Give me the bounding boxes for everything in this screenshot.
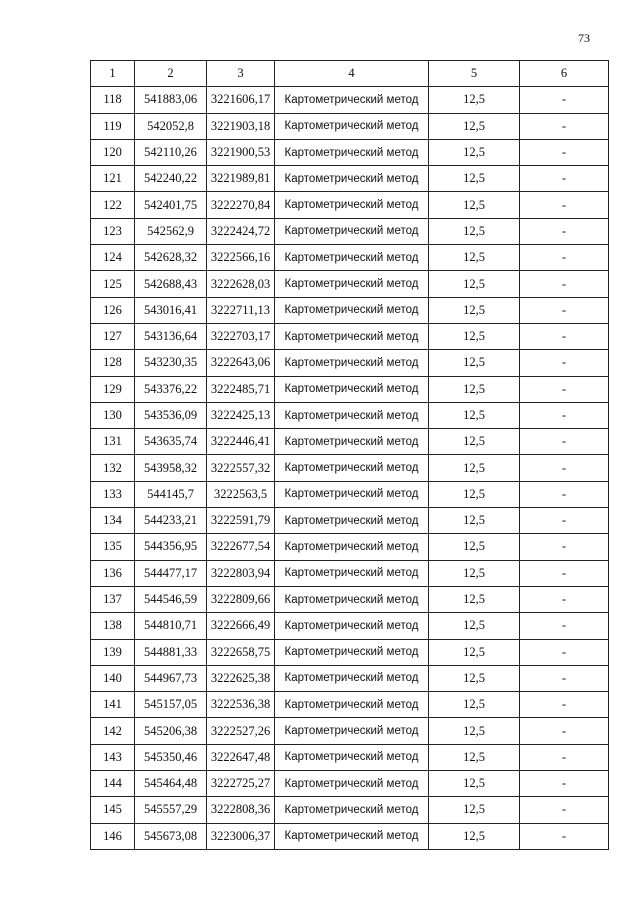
y-coordinate-cell: 3222563,5 (207, 481, 275, 507)
y-coordinate-cell: 3222557,32 (207, 455, 275, 481)
accuracy-cell: 12,5 (429, 297, 520, 323)
method-cell: Картометрический метод (275, 271, 429, 297)
accuracy-cell: 12,5 (429, 823, 520, 849)
accuracy-cell: 12,5 (429, 271, 520, 297)
note-cell: - (520, 323, 609, 349)
y-coordinate-cell: 3222566,16 (207, 245, 275, 271)
accuracy-cell: 12,5 (429, 192, 520, 218)
y-coordinate-cell: 3222647,48 (207, 744, 275, 770)
x-coordinate-cell: 543230,35 (135, 350, 207, 376)
note-cell: - (520, 271, 609, 297)
y-coordinate-cell: 3222628,03 (207, 271, 275, 297)
table-row (91, 297, 609, 323)
x-coordinate-cell: 543136,64 (135, 323, 207, 349)
note-cell: - (520, 402, 609, 428)
column-header: 6 (520, 61, 609, 87)
point-number-cell: 125 (91, 271, 135, 297)
x-coordinate-cell: 542110,26 (135, 139, 207, 165)
method-cell: Картометрический метод (275, 771, 429, 797)
method-cell: Картометрический метод (275, 455, 429, 481)
column-header: 2 (135, 61, 207, 87)
y-coordinate-cell: 3222536,38 (207, 692, 275, 718)
accuracy-cell: 12,5 (429, 402, 520, 428)
x-coordinate-cell: 544967,73 (135, 665, 207, 691)
x-coordinate-cell: 542052,8 (135, 113, 207, 139)
x-coordinate-cell: 543635,74 (135, 429, 207, 455)
x-coordinate-cell: 542562,9 (135, 218, 207, 244)
table-row (91, 429, 609, 455)
accuracy-cell: 12,5 (429, 534, 520, 560)
table-row (91, 113, 609, 139)
accuracy-cell: 12,5 (429, 718, 520, 744)
method-cell: Картометрический метод (275, 87, 429, 113)
x-coordinate-cell: 542401,75 (135, 192, 207, 218)
y-coordinate-cell: 3222666,49 (207, 613, 275, 639)
x-coordinate-cell: 542240,22 (135, 166, 207, 192)
method-cell: Картометрический метод (275, 245, 429, 271)
y-coordinate-cell: 3222711,13 (207, 297, 275, 323)
method-cell: Картометрический метод (275, 323, 429, 349)
method-cell: Картометрический метод (275, 376, 429, 402)
y-coordinate-cell: 3222270,84 (207, 192, 275, 218)
point-number-cell: 140 (91, 665, 135, 691)
accuracy-cell: 12,5 (429, 166, 520, 192)
table-row (91, 376, 609, 402)
accuracy-cell: 12,5 (429, 350, 520, 376)
accuracy-cell: 12,5 (429, 429, 520, 455)
note-cell: - (520, 534, 609, 560)
accuracy-cell: 12,5 (429, 508, 520, 534)
method-cell: Картометрический метод (275, 665, 429, 691)
y-coordinate-cell: 3222808,36 (207, 797, 275, 823)
x-coordinate-cell: 544145,7 (135, 481, 207, 507)
table-row (91, 87, 609, 113)
column-header: 5 (429, 61, 520, 87)
table-row (91, 455, 609, 481)
y-coordinate-cell: 3222527,26 (207, 718, 275, 744)
table-row (91, 508, 609, 534)
coordinates-table (90, 60, 609, 850)
y-coordinate-cell: 3222725,27 (207, 771, 275, 797)
method-cell: Картометрический метод (275, 586, 429, 612)
x-coordinate-cell: 544356,95 (135, 534, 207, 560)
accuracy-cell: 12,5 (429, 744, 520, 770)
table-row (91, 534, 609, 560)
table-header-row (91, 61, 609, 87)
table-row (91, 560, 609, 586)
note-cell: - (520, 718, 609, 744)
note-cell: - (520, 350, 609, 376)
note-cell: - (520, 823, 609, 849)
table-row (91, 613, 609, 639)
accuracy-cell: 12,5 (429, 455, 520, 481)
note-cell: - (520, 508, 609, 534)
table-row (91, 139, 609, 165)
accuracy-cell: 12,5 (429, 639, 520, 665)
note-cell: - (520, 797, 609, 823)
method-cell: Картометрический метод (275, 797, 429, 823)
accuracy-cell: 12,5 (429, 113, 520, 139)
point-number-cell: 146 (91, 823, 135, 849)
y-coordinate-cell: 3222809,66 (207, 586, 275, 612)
table-row (91, 771, 609, 797)
note-cell: - (520, 481, 609, 507)
note-cell: - (520, 744, 609, 770)
method-cell: Картометрический метод (275, 534, 429, 560)
point-number-cell: 145 (91, 797, 135, 823)
point-number-cell: 119 (91, 113, 135, 139)
note-cell: - (520, 455, 609, 481)
accuracy-cell: 12,5 (429, 797, 520, 823)
accuracy-cell: 12,5 (429, 87, 520, 113)
table-body (91, 87, 609, 850)
y-coordinate-cell: 3222703,17 (207, 323, 275, 349)
point-number-cell: 129 (91, 376, 135, 402)
point-number-cell: 133 (91, 481, 135, 507)
y-coordinate-cell: 3221989,81 (207, 166, 275, 192)
x-coordinate-cell: 543536,09 (135, 402, 207, 428)
point-number-cell: 141 (91, 692, 135, 718)
y-coordinate-cell: 3222625,38 (207, 665, 275, 691)
accuracy-cell: 12,5 (429, 586, 520, 612)
table-row (91, 744, 609, 770)
note-cell: - (520, 586, 609, 612)
x-coordinate-cell: 545557,29 (135, 797, 207, 823)
x-coordinate-cell: 542628,32 (135, 245, 207, 271)
table-row (91, 402, 609, 428)
point-number-cell: 137 (91, 586, 135, 612)
point-number-cell: 136 (91, 560, 135, 586)
column-header: 3 (207, 61, 275, 87)
method-cell: Картометрический метод (275, 508, 429, 534)
note-cell: - (520, 376, 609, 402)
accuracy-cell: 12,5 (429, 481, 520, 507)
accuracy-cell: 12,5 (429, 692, 520, 718)
accuracy-cell: 12,5 (429, 771, 520, 797)
x-coordinate-cell: 545206,38 (135, 718, 207, 744)
note-cell: - (520, 218, 609, 244)
method-cell: Картометрический метод (275, 350, 429, 376)
note-cell: - (520, 429, 609, 455)
note-cell: - (520, 665, 609, 691)
x-coordinate-cell: 545157,05 (135, 692, 207, 718)
table-row (91, 245, 609, 271)
x-coordinate-cell: 545350,46 (135, 744, 207, 770)
y-coordinate-cell: 3222643,06 (207, 350, 275, 376)
table-row (91, 639, 609, 665)
column-header: 1 (91, 61, 135, 87)
method-cell: Картометрический метод (275, 139, 429, 165)
x-coordinate-cell: 544546,59 (135, 586, 207, 612)
y-coordinate-cell: 3222677,54 (207, 534, 275, 560)
point-number-cell: 121 (91, 166, 135, 192)
point-number-cell: 131 (91, 429, 135, 455)
note-cell: - (520, 560, 609, 586)
point-number-cell: 126 (91, 297, 135, 323)
accuracy-cell: 12,5 (429, 139, 520, 165)
method-cell: Картометрический метод (275, 429, 429, 455)
point-number-cell: 124 (91, 245, 135, 271)
method-cell: Картометрический метод (275, 560, 429, 586)
method-cell: Картометрический метод (275, 218, 429, 244)
x-coordinate-cell: 544477,17 (135, 560, 207, 586)
method-cell: Картометрический метод (275, 639, 429, 665)
table-row (91, 692, 609, 718)
x-coordinate-cell: 544233,21 (135, 508, 207, 534)
point-number-cell: 130 (91, 402, 135, 428)
point-number-cell: 139 (91, 639, 135, 665)
x-coordinate-cell: 542688,43 (135, 271, 207, 297)
table-row (91, 271, 609, 297)
note-cell: - (520, 192, 609, 218)
y-coordinate-cell: 3222803,94 (207, 560, 275, 586)
method-cell: Картометрический метод (275, 113, 429, 139)
y-coordinate-cell: 3222591,79 (207, 508, 275, 534)
y-coordinate-cell: 3222446,41 (207, 429, 275, 455)
point-number-cell: 138 (91, 613, 135, 639)
point-number-cell: 134 (91, 508, 135, 534)
accuracy-cell: 12,5 (429, 376, 520, 402)
x-coordinate-cell: 543376,22 (135, 376, 207, 402)
point-number-cell: 132 (91, 455, 135, 481)
note-cell: - (520, 692, 609, 718)
point-number-cell: 128 (91, 350, 135, 376)
point-number-cell: 118 (91, 87, 135, 113)
note-cell: - (520, 113, 609, 139)
method-cell: Картометрический метод (275, 823, 429, 849)
accuracy-cell: 12,5 (429, 665, 520, 691)
x-coordinate-cell: 545464,48 (135, 771, 207, 797)
method-cell: Картометрический метод (275, 613, 429, 639)
method-cell: Картометрический метод (275, 744, 429, 770)
y-coordinate-cell: 3223006,37 (207, 823, 275, 849)
note-cell: - (520, 613, 609, 639)
accuracy-cell: 12,5 (429, 560, 520, 586)
y-coordinate-cell: 3222658,75 (207, 639, 275, 665)
point-number-cell: 144 (91, 771, 135, 797)
x-coordinate-cell: 543958,32 (135, 455, 207, 481)
x-coordinate-cell: 543016,41 (135, 297, 207, 323)
table-row (91, 192, 609, 218)
x-coordinate-cell: 544810,71 (135, 613, 207, 639)
table-row (91, 218, 609, 244)
accuracy-cell: 12,5 (429, 218, 520, 244)
x-coordinate-cell: 545673,08 (135, 823, 207, 849)
column-header: 4 (275, 61, 429, 87)
table-row (91, 823, 609, 849)
note-cell: - (520, 87, 609, 113)
accuracy-cell: 12,5 (429, 323, 520, 349)
table-row (91, 665, 609, 691)
table-row (91, 718, 609, 744)
accuracy-cell: 12,5 (429, 245, 520, 271)
method-cell: Картометрический метод (275, 718, 429, 744)
table-row (91, 586, 609, 612)
table-row (91, 797, 609, 823)
point-number-cell: 142 (91, 718, 135, 744)
table-row (91, 166, 609, 192)
note-cell: - (520, 771, 609, 797)
x-coordinate-cell: 544881,33 (135, 639, 207, 665)
table-row (91, 350, 609, 376)
x-coordinate-cell: 541883,06 (135, 87, 207, 113)
note-cell: - (520, 297, 609, 323)
method-cell: Картометрический метод (275, 192, 429, 218)
table-row (91, 323, 609, 349)
method-cell: Картометрический метод (275, 402, 429, 428)
table-row (91, 481, 609, 507)
note-cell: - (520, 639, 609, 665)
method-cell: Картометрический метод (275, 692, 429, 718)
y-coordinate-cell: 3222425,13 (207, 402, 275, 428)
page-number: 73 (578, 31, 590, 45)
note-cell: - (520, 139, 609, 165)
point-number-cell: 135 (91, 534, 135, 560)
note-cell: - (520, 245, 609, 271)
method-cell: Картометрический метод (275, 297, 429, 323)
point-number-cell: 122 (91, 192, 135, 218)
point-number-cell: 120 (91, 139, 135, 165)
point-number-cell: 143 (91, 744, 135, 770)
point-number-cell: 127 (91, 323, 135, 349)
method-cell: Картометрический метод (275, 481, 429, 507)
y-coordinate-cell: 3222485,71 (207, 376, 275, 402)
y-coordinate-cell: 3221903,18 (207, 113, 275, 139)
point-number-cell: 123 (91, 218, 135, 244)
method-cell: Картометрический метод (275, 166, 429, 192)
y-coordinate-cell: 3222424,72 (207, 218, 275, 244)
y-coordinate-cell: 3221606,17 (207, 87, 275, 113)
note-cell: - (520, 166, 609, 192)
y-coordinate-cell: 3221900,53 (207, 139, 275, 165)
accuracy-cell: 12,5 (429, 613, 520, 639)
